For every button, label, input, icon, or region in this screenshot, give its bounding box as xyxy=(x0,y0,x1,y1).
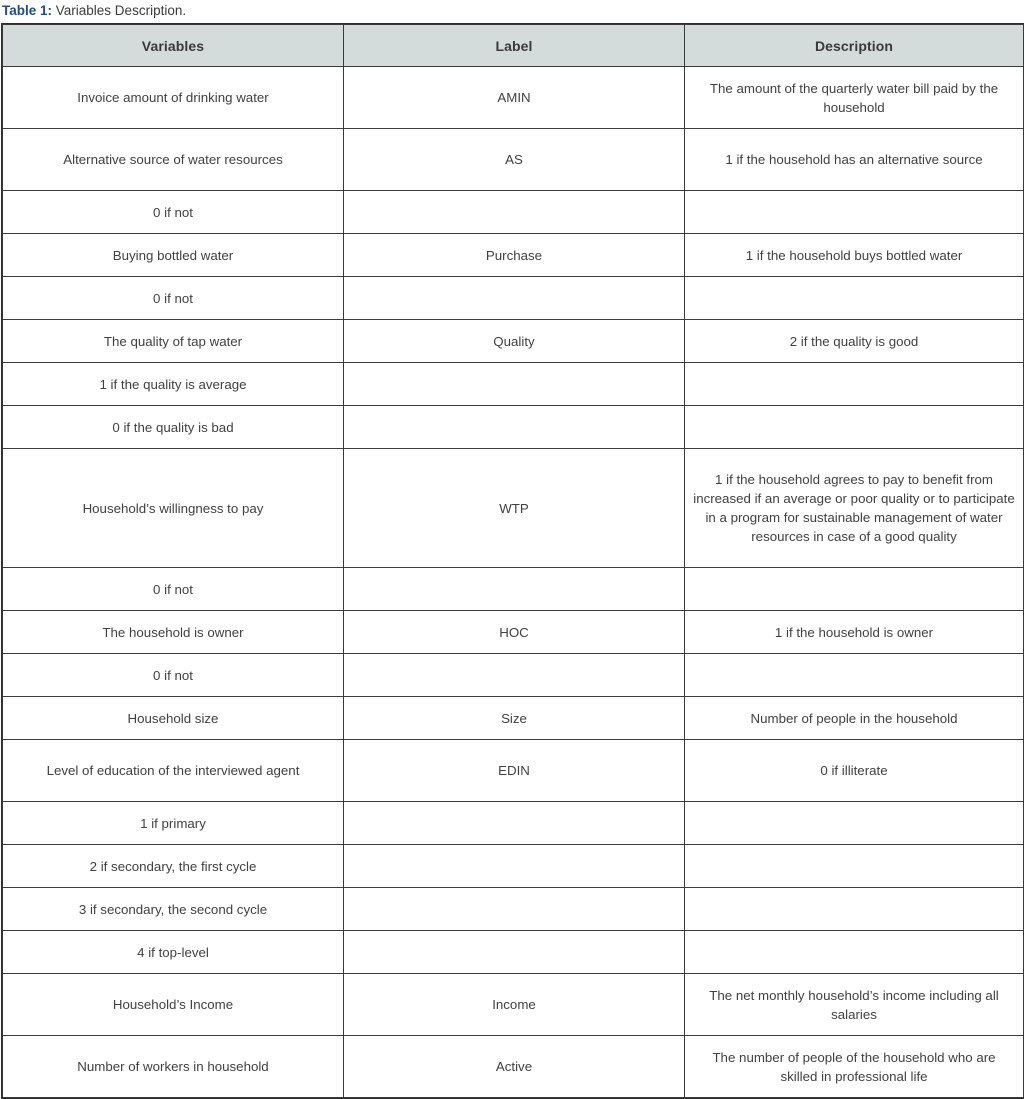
table-row xyxy=(3,449,1024,568)
table-row xyxy=(3,406,1024,449)
description-cell xyxy=(685,654,1024,697)
description-cell: 1 if the household agrees to pay to benefit from increased if an average or poor quality or to participate in a program for sustainable management of water resources in case of a good quality xyxy=(685,449,1024,568)
description-cell xyxy=(685,277,1024,320)
label-cell xyxy=(344,277,685,320)
label-cell xyxy=(344,802,685,845)
label-cell xyxy=(344,654,685,697)
description-cell xyxy=(685,888,1024,931)
variable-cell: 0 if not xyxy=(3,654,344,697)
table-row xyxy=(3,974,1024,1036)
label-cell xyxy=(344,406,685,449)
label-cell: Quality xyxy=(344,320,685,363)
variable-cell: 0 if the quality is bad xyxy=(3,406,344,449)
table-row xyxy=(3,611,1024,654)
table-header-row xyxy=(3,25,1024,67)
table-row xyxy=(3,191,1024,234)
table-caption xyxy=(0,0,1025,23)
table-caption-label: Table 1: xyxy=(2,3,53,18)
table-row xyxy=(3,67,1024,129)
variable-cell: Buying bottled water xyxy=(3,234,344,277)
table-row xyxy=(3,568,1024,611)
label-cell: Size xyxy=(344,697,685,740)
table-row xyxy=(3,320,1024,363)
table-row xyxy=(3,931,1024,974)
variable-cell: Number of workers in household xyxy=(3,1036,344,1098)
variable-cell: The quality of tap water xyxy=(3,320,344,363)
variable-cell: Invoice amount of drinking water xyxy=(3,67,344,129)
label-cell: AS xyxy=(344,129,685,191)
table-row xyxy=(3,697,1024,740)
description-cell: 1 if the household is owner xyxy=(685,611,1024,654)
variable-cell: 4 if top-level xyxy=(3,931,344,974)
variable-cell: 1 if the quality is average xyxy=(3,363,344,406)
variable-cell: 3 if secondary, the second cycle xyxy=(3,888,344,931)
variable-cell: Household size xyxy=(3,697,344,740)
variable-cell: 0 if not xyxy=(3,568,344,611)
label-cell xyxy=(344,363,685,406)
variable-cell: 1 if primary xyxy=(3,802,344,845)
description-cell: 2 if the quality is good xyxy=(685,320,1024,363)
label-cell xyxy=(344,845,685,888)
label-cell: Income xyxy=(344,974,685,1036)
label-cell xyxy=(344,191,685,234)
label-cell: AMIN xyxy=(344,67,685,129)
description-cell: 1 if the household has an alternative source xyxy=(685,129,1024,191)
description-cell: The number of people of the household who are skilled in professional life xyxy=(685,1036,1024,1098)
table-row xyxy=(3,129,1024,191)
description-cell xyxy=(685,802,1024,845)
description-cell xyxy=(685,191,1024,234)
table-caption-text: Variables Description. xyxy=(55,3,187,18)
column-header-variables: Variables xyxy=(3,25,344,67)
description-cell: The amount of the quarterly water bill paid by the household xyxy=(685,67,1024,129)
description-cell xyxy=(685,845,1024,888)
description-cell: The net monthly household’s income including all salaries xyxy=(685,974,1024,1036)
variable-cell: 2 if secondary, the first cycle xyxy=(3,845,344,888)
variable-cell: 0 if not xyxy=(3,191,344,234)
description-cell xyxy=(685,363,1024,406)
label-cell: Active xyxy=(344,1036,685,1098)
variables-table-container xyxy=(1,23,1024,1099)
variable-cell: Level of education of the interviewed agent xyxy=(3,740,344,802)
table-row xyxy=(3,802,1024,845)
column-header-label: Label xyxy=(344,25,685,67)
table-row xyxy=(3,1036,1024,1098)
variable-cell: Household’s willingness to pay xyxy=(3,449,344,568)
table-row xyxy=(3,234,1024,277)
variable-cell: 0 if not xyxy=(3,277,344,320)
description-cell: 1 if the household buys bottled water xyxy=(685,234,1024,277)
description-cell xyxy=(685,568,1024,611)
variables-table xyxy=(2,24,1024,1098)
description-cell xyxy=(685,931,1024,974)
variable-cell: Household’s Income xyxy=(3,974,344,1036)
label-cell: HOC xyxy=(344,611,685,654)
description-cell: 0 if illiterate xyxy=(685,740,1024,802)
table-header xyxy=(3,25,1024,67)
table-row xyxy=(3,845,1024,888)
table-row xyxy=(3,888,1024,931)
table-row xyxy=(3,277,1024,320)
variable-cell: The household is owner xyxy=(3,611,344,654)
label-cell: Purchase xyxy=(344,234,685,277)
table-row xyxy=(3,654,1024,697)
label-cell xyxy=(344,888,685,931)
column-header-description: Description xyxy=(685,25,1024,67)
table-row xyxy=(3,363,1024,406)
label-cell xyxy=(344,568,685,611)
label-cell: WTP xyxy=(344,449,685,568)
label-cell xyxy=(344,931,685,974)
variable-cell: Alternative source of water resources xyxy=(3,129,344,191)
label-cell: EDIN xyxy=(344,740,685,802)
table-row xyxy=(3,740,1024,802)
description-cell xyxy=(685,406,1024,449)
table-body xyxy=(3,67,1024,1098)
description-cell: Number of people in the household xyxy=(685,697,1024,740)
